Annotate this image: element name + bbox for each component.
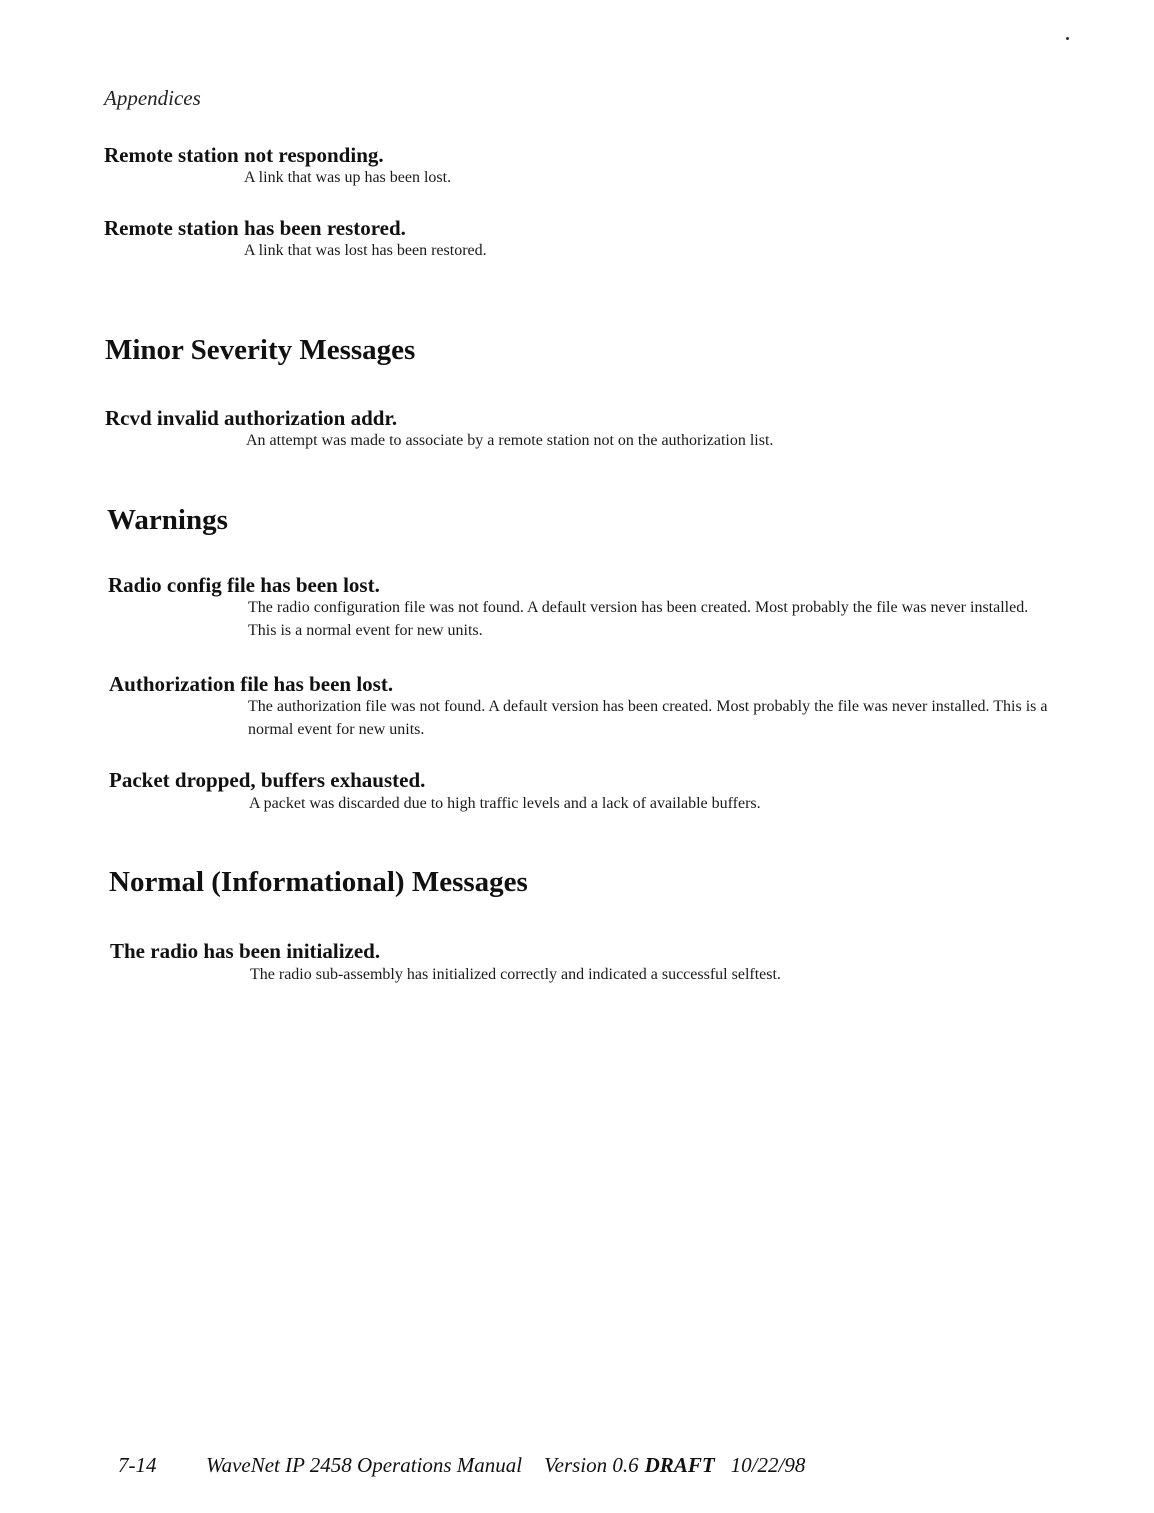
message-title-packet-dropped: Packet dropped, buffers exhausted.	[109, 768, 426, 792]
page-footer	[118, 1453, 805, 1478]
revision-date: 10/22/98	[730, 1453, 806, 1477]
section-heading-normal-informational: Normal (Informational) Messages	[109, 866, 528, 898]
message-description-remote-restored: A link that was lost has been restored.	[244, 242, 487, 259]
section-heading-warnings: Warnings	[107, 504, 228, 536]
page-number: 7-14	[118, 1453, 157, 1477]
running-header: Appendices	[104, 86, 201, 110]
message-title-authorization-file-lost: Authorization file has been lost.	[109, 672, 394, 696]
version-label: Version 0.6	[544, 1453, 639, 1477]
message-description-remote-not-responding: A link that was up has been lost.	[244, 169, 452, 186]
scan-speck	[1066, 37, 1069, 40]
message-description-radio-initialized: The radio sub-assembly has initialized correctly and indicated a successful selftest.	[250, 966, 781, 983]
manual-title: WaveNet IP 2458 Operations Manual	[206, 1453, 523, 1477]
section-heading-minor-severity: Minor Severity Messages	[105, 334, 416, 366]
message-description-authorization-file-lost: The authorization file was not found. A default version has been created. Most probably the file was never installed. This is a normal event for new units.	[248, 698, 1048, 738]
message-description-invalid-authorization: An attempt was made to associate by a remote station not on the authorization list.	[246, 432, 774, 449]
message-title-remote-not-responding: Remote station not responding.	[104, 143, 384, 167]
message-title-radio-initialized: The radio has been initialized.	[110, 939, 381, 963]
draft-label: DRAFT	[644, 1453, 715, 1477]
message-title-remote-restored: Remote station has been restored.	[104, 216, 406, 240]
message-description-radio-config-lost: The radio configuration file was not found. A default version has been created. Most probably the file was never installed. This is a normal event for new units.	[248, 599, 1029, 639]
message-title-radio-config-lost: Radio config file has been lost.	[108, 573, 380, 597]
message-title-invalid-authorization: Rcvd invalid authorization addr.	[105, 406, 398, 430]
message-description-packet-dropped: A packet was discarded due to high traffic levels and a lack of available buffers.	[249, 795, 761, 812]
